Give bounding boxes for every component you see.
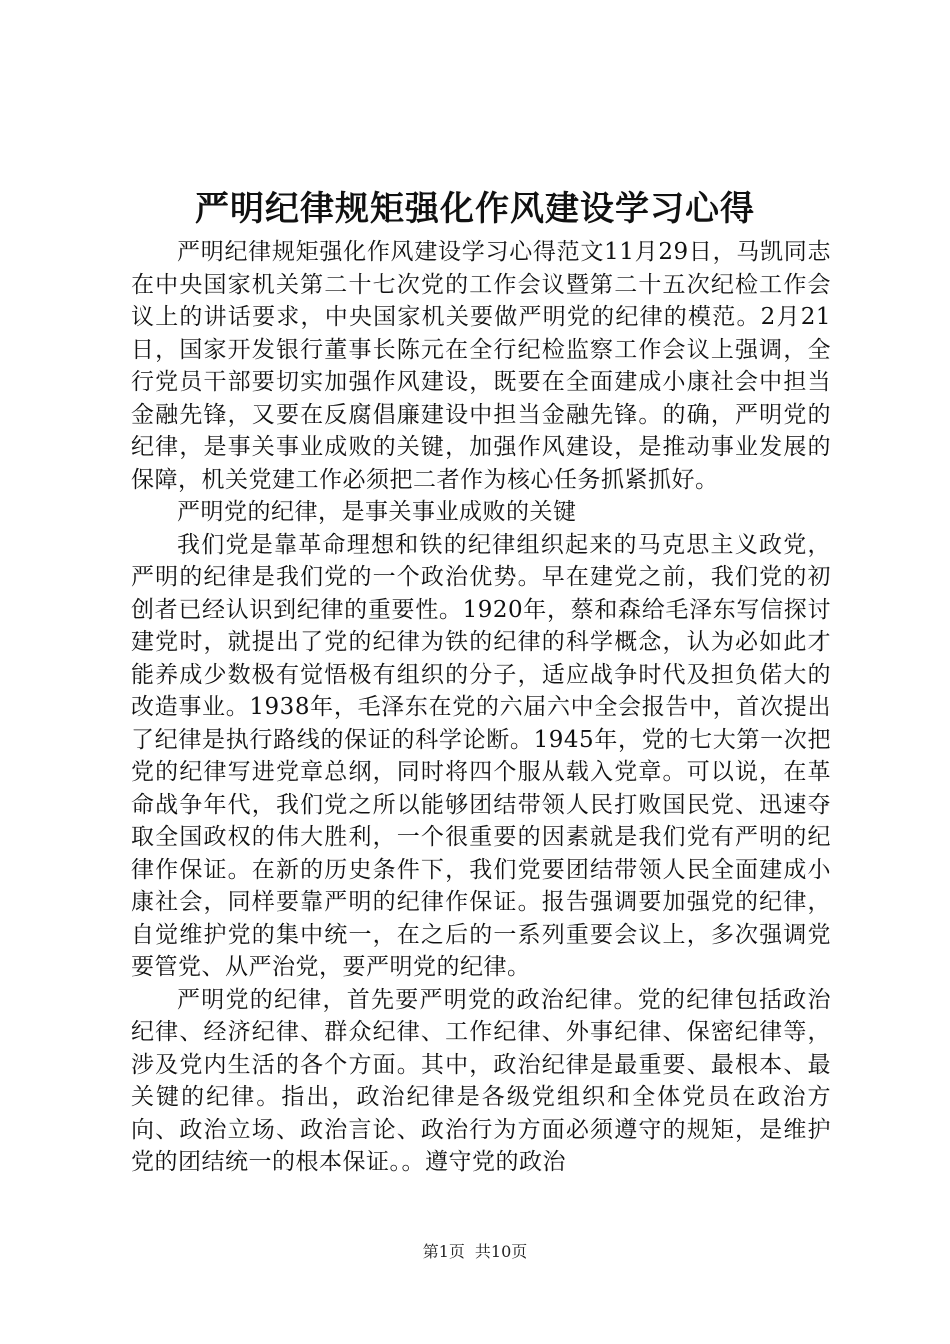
document-body (131, 236, 831, 1179)
paragraph-political-discipline: 严明党的纪律，首先要严明党的政治纪律。党的纪律包括政治纪律、经济纪律、群众纪律、工作纪律、外事纪律、保密纪律等，涉及党内生活的各个方面。其中，政治纪律是最重要、最根本、最关键的纪律。指出，政治纪律是各级党组织和全体党员在政治方向、政治立场、政治言论、政治行为方面必须遵守的规矩，是维护党的团结统一的根本保证。。遵守党的政治 (131, 986, 831, 1175)
paragraph-intro: 严明纪律规矩强化作风建设学习心得范文11月29日，马凯同志在中央国家机关第二十七次党的工作会议暨第二十五次纪检工作会议上的讲话要求，中央国家机关要做严明党的纪律的模范。2月21日，国家开发银行董事长陈元在全行纪检监察工作会议上强调，全行党员干部要切实加强作风建设，既要在全面建成小康社会中担当金融先锋，又要在反腐倡廉建设中担当金融先锋。的确，严明党的纪律，是事关事业成败的关键，加强作风建设，是推动事业发展的保障，机关党建工作必须把二者作为核心任务抓紧抓好。 (131, 239, 831, 493)
page-number: 第1页 (422, 1242, 465, 1261)
page-total: 共10页 (474, 1242, 528, 1261)
page-footer (0, 1240, 950, 1264)
paragraph-history: 我们党是靠革命理想和铁的纪律组织起来的马克思主义政党，严明的纪律是我们党的一个政治优势。早在建党之前，我们党的初创者已经认识到纪律的重要性。1920年，蔡和森给毛泽东写信探讨建党时，就提出了党的纪律为铁的纪律的科学概念，认为必如此才能养成少数极有觉悟极有组织的分子，适应战争时代及担负偌大的改造事业。1938年，毛泽东在党的六届六中全会报告中，首次提出了纪律是执行路线的保证的科学论断。1945年，党的七大第一次把党的纪律写进党章总纲，同时将四个服从载入党章。可以说，在革命战争年代，我们党之所以能够团结带领人民打败国民党、迅速夺取全国政权的伟大胜利，一个很重要的因素就是我们党有严明的纪律作保证。在新的历史条件下，我们党要团结带领人民全面建成小康社会，同样要靠严明的纪律作保证。报告强调要加强党的纪律，自觉维护党的集中统一，在之后的一系列重要会议上，多次强调党要管党、从严治党，要严明党的纪律。 (131, 531, 831, 980)
section-heading: 严明党的纪律，是事关事业成败的关键 (177, 499, 577, 525)
document-title: 严明纪律规矩强化作风建设学习心得 (195, 189, 755, 229)
